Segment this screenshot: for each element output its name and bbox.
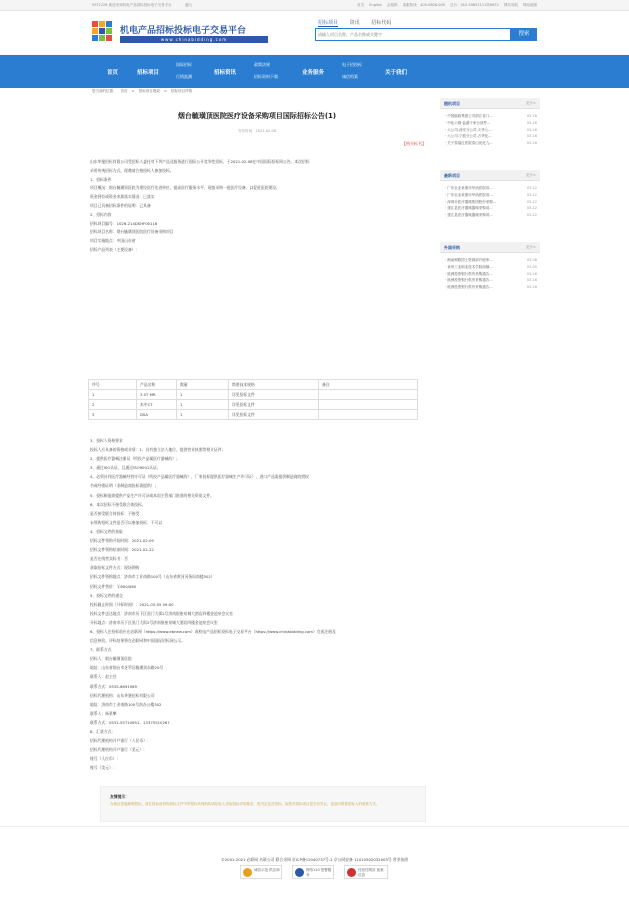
- article-line: 项目已具备招标条件的说明：已具备: [90, 202, 151, 208]
- sidebar-block-latest: [440, 170, 540, 219]
- breadcrumb-home[interactable]: 首页: [120, 89, 128, 93]
- buy-tender-button[interactable]: 【购买标书】: [402, 141, 426, 146]
- sidebar-item[interactable]: · 欧洲投资银行供货采购通告... 03-16: [445, 271, 537, 276]
- article-line: 是否在线售卖标书：否: [90, 556, 128, 562]
- article-line: 招标代理机构开户银行（人民币）：: [90, 738, 151, 744]
- top-switchboard: 总台：010-59851111转6672: [450, 3, 499, 7]
- tip-title: 友情提示：: [110, 794, 129, 799]
- sidebar-item[interactable]: · 中化六棉·盐湖于家台部件... 03-16: [445, 120, 537, 125]
- sidebar-item[interactable]: · 关于泰福红医院泰山优化九... 03-16: [445, 141, 537, 146]
- table-cell: 3.0T MR: [137, 390, 177, 400]
- search-tab-project[interactable]: 招标项目: [318, 20, 339, 26]
- table-header: 备注: [319, 380, 418, 390]
- police-icon: [295, 868, 304, 877]
- sidebar-item[interactable]: · 欧洲投资银行供货采购通告... 03-16: [445, 278, 537, 283]
- article-line: 招标产品列表（主要设备）：: [90, 246, 140, 252]
- footer-badge-icp[interactable]: 经营性网站 备案信息: [344, 865, 388, 879]
- tip-box: [100, 786, 426, 822]
- article-line: 投标截止时间（开标时间）：2021-03-05 09:00: [90, 601, 174, 607]
- article-line: 地址：山东省烟台市芝罘区毓璜顶东路20号: [90, 665, 164, 671]
- breadcrumb: [92, 89, 195, 94]
- article-line: 招标项目编号：1026-214DSHF00116: [90, 220, 158, 226]
- sidebar-block-title: 外国采购: [444, 245, 460, 250]
- article-line: 3、投标人资格要求: [90, 438, 123, 443]
- logout-link[interactable]: 退出: [184, 3, 192, 7]
- top-link-sitemap[interactable]: 网站地图: [523, 3, 537, 7]
- article-line: 联系方式：0531-55710651、13375510267: [90, 719, 170, 725]
- sidebar-item[interactable]: · 六公司-宁波分公司-万华化... 03-16: [445, 134, 537, 139]
- article-line: 项目实施地点：中国山东省: [90, 238, 136, 244]
- more-link[interactable]: 更多>: [526, 173, 536, 177]
- table-cell: 详见招标文件: [229, 400, 319, 410]
- logo-title: 机电产品招标投标电子交易平台: [120, 26, 247, 36]
- sidebar-item[interactable]: · 广东农业泉康市华油医院项... 03-12: [445, 186, 537, 190]
- nav-about[interactable]: 关于我们: [385, 70, 408, 76]
- table-cell: 1: [89, 390, 137, 400]
- nav-download[interactable]: 招标资料下载: [254, 74, 278, 79]
- article-line: 开标地点：济南市历下区黑门大街2号济南银座泉城大酒店四楼金池泉会议室: [90, 619, 218, 625]
- table-header: 简要技术规格: [229, 380, 319, 390]
- welcome-text: 09T1226 欢迎来到机电产品招标投标电子交易平台: [92, 3, 172, 7]
- sidebar-block-header: [440, 170, 540, 181]
- table-cell: [319, 390, 418, 400]
- article-line: 6、本次招标不接受联合体投标。: [90, 501, 146, 507]
- article-line: 投标文件送达地点：济南市历下区黑门大街2号济南银座泉城大酒店四楼金池泉会议室: [90, 610, 233, 616]
- tip-desc: 为保证您能顺利投标，请在投标前咨询招标文件中的招标代理机构或招标人咨询投标详细要求，再决定是否投标。如您对招标项目是否有异议，请及时联系招标人的联系方式。: [110, 802, 380, 806]
- nav-bid-news[interactable]: 招标资讯: [214, 70, 237, 76]
- sidebar-item[interactable]: · 泉州工业职业技术学院南铺... 03-05: [445, 264, 537, 269]
- logo-icon: [92, 21, 114, 43]
- table-row: [89, 410, 418, 420]
- table-header-row: [89, 380, 418, 390]
- article-body-part1: [90, 158, 422, 255]
- product-table: [88, 379, 418, 420]
- top-bar-links: [353, 3, 537, 8]
- article-line: 联系方式：0535-6691989: [90, 683, 137, 689]
- nav-credit[interactable]: 诚信档案: [342, 74, 358, 79]
- nav-service[interactable]: 业务服务: [302, 70, 325, 76]
- article-line: 5、投标文件的递交: [90, 592, 123, 598]
- article-line: 账号（人民币）：: [90, 756, 121, 762]
- footer-copyright: ©2001-2021 必联网 名联公司 联合采网 京ICP备12040737号-1 京公网安备 11010502032003号 营业执照: [220, 857, 409, 862]
- top-link-code[interactable]: 企服码: [387, 3, 398, 7]
- article-date: 发布时间：2021-02-08: [238, 129, 276, 133]
- sidebar-block-foreign: [440, 242, 540, 291]
- breadcrumb-current: 招标项目详情: [171, 89, 192, 93]
- top-link-english[interactable]: English: [369, 3, 382, 7]
- article-line: 招标文件领购地点：济南市工业南路100号（山东省黄河河务局南楼302）: [90, 574, 215, 580]
- article-title: 烟台毓璜顶医院医疗设备采购项目国际招标公告(1): [177, 112, 337, 120]
- table-cell: 3: [89, 410, 137, 420]
- nav-home[interactable]: 首页: [107, 70, 119, 76]
- article-line: 4、招标文件的获取: [90, 528, 123, 534]
- article-line: 3、通过ISO认证，且通过ISO9001认证；: [90, 465, 161, 471]
- sidebar-item[interactable]: · 中国邮政集团公司浙江省门... 03-16: [445, 114, 537, 118]
- sidebar-item[interactable]: · 湘南铜路国土资源部开展审... 03-08: [445, 258, 537, 262]
- top-hotline: 客服热线：400-0806-000: [402, 3, 445, 7]
- table-header: 序号: [89, 380, 137, 390]
- article-line: 招标代理机构：山东华鉴招标有限公司: [90, 692, 155, 698]
- top-bar-left: [92, 3, 204, 8]
- footer-badge-police[interactable]: 网络110 报警服务: [292, 865, 334, 879]
- table-header: 数量: [177, 380, 229, 390]
- footer-badge-credit[interactable]: 诚信示范 供应商: [240, 865, 282, 879]
- article-line: 项目概况：烟台毓璜顶医院为建设医疗先进单位，提高医疗服务水平，现拟采购一批医疗设备，以促进医院建设。: [90, 185, 280, 191]
- search-tab-code[interactable]: 招标代码: [371, 20, 392, 26]
- icp-icon: [347, 868, 356, 877]
- credit-icon: [243, 868, 252, 877]
- table-row: [89, 390, 418, 400]
- sidebar-block-title: 最新项目: [444, 173, 460, 178]
- table-cell: DSA: [137, 410, 177, 420]
- article-line: 投标人应具备的资格或业绩：1、具有独立法人地位，提供营业执照等相关证件；: [90, 447, 226, 453]
- sidebar-block-header: [440, 242, 540, 253]
- nav-ebidding[interactable]: 电子招投标: [342, 62, 362, 67]
- breadcrumb-prefix: 您当前的位置：: [92, 89, 117, 93]
- table-cell: 1: [177, 390, 229, 400]
- article-line: 7、联系方式: [90, 647, 112, 653]
- nav-policy[interactable]: 政策法规: [254, 62, 270, 67]
- article-line: 2、招标内容: [90, 211, 112, 217]
- table-cell: 2: [89, 400, 137, 410]
- article: [88, 98, 426, 810]
- sidebar-item[interactable]: · 建江县医疗器械器械采购项... 03-12: [445, 206, 537, 211]
- article-line: 采用传统招标方式，现邀请合格投标人参加投标。: [90, 167, 174, 173]
- article-line: 招标代理机构开户银行（美元）：: [90, 747, 147, 753]
- article-line: 联系人：赵主任: [90, 674, 117, 680]
- article-line: 2、提供医疗器械注册证（所投产品属医疗器械的）；: [90, 456, 180, 462]
- top-link-sitenav[interactable]: 网站导航: [503, 3, 518, 7]
- article-line: 5、投标制造商提供产品生产许可证或本国主管部门批准的相关资质文件。: [90, 492, 214, 498]
- nav-bid-project[interactable]: 招标项目: [137, 70, 160, 76]
- sidebar-item[interactable]: · 广东农业泉康市华油医院项... 03-12: [445, 192, 537, 197]
- article-line: 4、必须具有医疗器械经营许可证（所投产品属医疗器械的），厂家投标提供医疗器械生产许可证），进口产品需提供制造商的授权: [90, 474, 309, 480]
- article-line: 书或经销证明（非制造商投标需提供）；: [90, 483, 159, 489]
- sidebar-item[interactable]: · 建江县医疗器械器械采购项... 03-12: [445, 213, 537, 218]
- breadcrumb-sep: >: [131, 89, 135, 93]
- more-link[interactable]: 更多>: [526, 245, 536, 249]
- article-line: 资金到位或资金来源落实情况：已落实: [90, 194, 155, 200]
- sidebar-block-title: 随机项目: [444, 101, 460, 106]
- table-cell: 详见招标文件: [229, 390, 319, 400]
- nav-market[interactable]: 行情监测: [176, 74, 192, 79]
- sidebar-block-random: [440, 98, 540, 147]
- main-nav: [0, 55, 629, 88]
- search-input[interactable]: [318, 30, 468, 39]
- article-line: 8、汇款方式：: [90, 729, 116, 734]
- article-line: 山东华鉴招标有限公司受招标人委托对下列产品及服务进行国际公开竞争性招标，于2021-02-08在中国国际招标网公告。本次招标: [90, 159, 310, 164]
- article-line: 招标文件售价：￥800/$80: [90, 583, 137, 589]
- top-bar: [0, 0, 629, 11]
- table-cell: 1: [177, 410, 229, 420]
- article-line: 获取招标文件方式：现场领购: [90, 565, 140, 571]
- sidebar-item[interactable]: · 六公司-西安分公司-天华公... 03-16: [445, 127, 537, 132]
- breadcrumb-search[interactable]: 招标项目搜索: [138, 89, 160, 93]
- logo-subtitle: www.chinabidding.com: [120, 36, 268, 43]
- table-cell: 详见招标文件: [229, 410, 319, 420]
- sidebar-block-header: [440, 98, 540, 109]
- article-line: 招标人：烟台毓璜顶医院: [90, 656, 132, 662]
- sidebar-item[interactable]: · 深圳市医疗器械集团股份采购... 03-12: [445, 199, 537, 204]
- article-line: 地址：济南市工业南路100号南办公楼302: [90, 701, 162, 707]
- article-line: 招标项目名称：烟台毓璜顶医院医疗设备采购项目: [90, 229, 174, 235]
- article-line: 招标文件领购结束时间：2021-02-22: [90, 547, 154, 553]
- table-header: 产品名称: [137, 380, 177, 390]
- table-cell: 1: [177, 400, 229, 410]
- footer: [0, 826, 629, 901]
- article-line: 信息核验。评标结果将在必联网和中国国际招标网公示。: [90, 638, 185, 644]
- article-line: 6、投标人在投标前应在必联网（https://www.ebnew.com）或机电产品招标投标电子交易平台（https://www.chinabidding.com）完成注册及: [90, 628, 336, 634]
- sidebar-item[interactable]: · 欧洲投资银行供货采购通告... 03-16: [445, 285, 537, 290]
- article-line: 1、招标条件: [90, 176, 112, 182]
- nav-international[interactable]: 国际招标: [176, 62, 192, 67]
- breadcrumb-sep: >: [163, 89, 167, 93]
- table-row: [89, 400, 418, 410]
- more-link[interactable]: 更多>: [526, 101, 536, 105]
- search-tabs: [318, 19, 401, 26]
- search-box: [315, 28, 511, 41]
- article-line: 是否接受联合体投标：不接受: [90, 510, 140, 516]
- search-tab-news[interactable]: 资讯: [349, 20, 360, 26]
- site-logo[interactable]: [92, 19, 292, 47]
- table-cell: [319, 410, 418, 420]
- article-line: 账号（美元）：: [90, 765, 117, 771]
- top-link-home[interactable]: 首页: [357, 3, 365, 7]
- table-cell: 术中CT: [137, 400, 177, 410]
- table-cell: [319, 400, 418, 410]
- article-line: 联系人：杨景攀: [90, 710, 117, 716]
- article-line: 未领购招标文件是否可以参加投标：不可以: [90, 519, 163, 525]
- search-button[interactable]: 搜索: [511, 28, 537, 41]
- article-line: 招标文件领购开始时间：2021-02-09: [90, 538, 154, 544]
- article-body-part2: [90, 436, 424, 772]
